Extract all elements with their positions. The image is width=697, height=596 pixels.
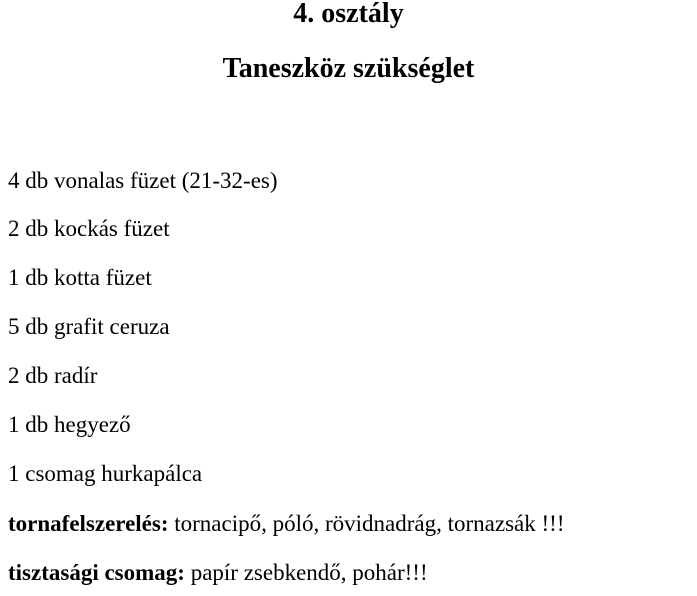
- hygiene-pack-text: papír zsebkendő, pohár!!!: [184, 560, 428, 585]
- sports-equipment-label: tornafelszerelés:: [8, 511, 169, 536]
- list-item: 2 db kockás füzet: [8, 216, 170, 241]
- list-item: 1 csomag hurkapálca: [8, 461, 203, 486]
- list-item: 5 db grafit ceruza: [8, 314, 170, 339]
- document-title: Taneszköz szükséglet: [222, 53, 475, 84]
- grade-heading: 4. osztály: [293, 0, 404, 29]
- list-item: 1 db hegyező: [8, 412, 131, 437]
- hygiene-pack-note: [8, 560, 428, 586]
- hygiene-pack-label: tisztasági csomag:: [8, 560, 185, 585]
- list-item: 4 db vonalas füzet (21-32-es): [8, 168, 278, 193]
- sports-equipment-text: tornacipő, póló, rövidnadrág, tornazsák !!!: [168, 511, 565, 536]
- sports-equipment-note: [8, 511, 564, 537]
- list-item: 1 db kotta füzet: [8, 265, 152, 290]
- list-item: 2 db radír: [8, 363, 98, 388]
